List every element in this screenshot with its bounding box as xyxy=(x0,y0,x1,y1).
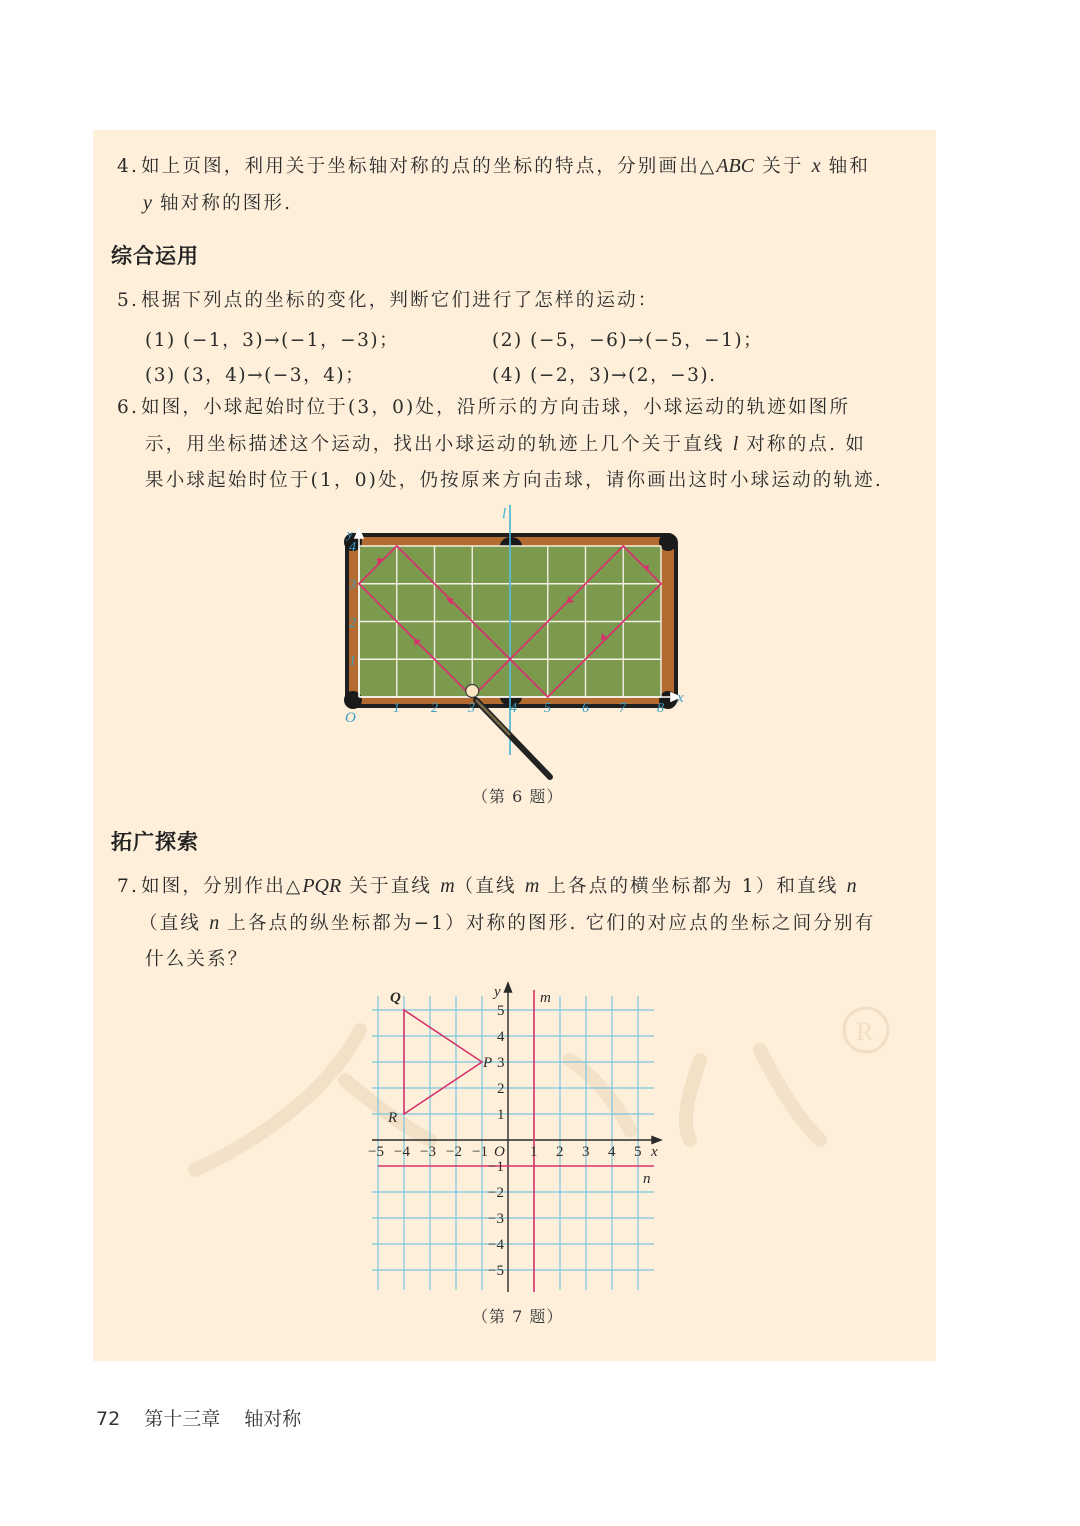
billiards-figure xyxy=(330,500,710,790)
svg-text:x: x xyxy=(651,1144,658,1160)
svg-text:3: 3 xyxy=(468,701,475,716)
svg-text:−5: −5 xyxy=(488,1263,504,1279)
svg-text:2: 2 xyxy=(431,701,438,716)
grid-lines xyxy=(372,996,654,1290)
svg-text:4: 4 xyxy=(608,1144,616,1160)
svg-text:R: R xyxy=(856,1017,874,1046)
svg-text:1: 1 xyxy=(497,1107,505,1123)
svg-text:−4: −4 xyxy=(488,1237,504,1253)
svg-text:7: 7 xyxy=(619,701,626,716)
svg-text:1: 1 xyxy=(530,1144,538,1160)
svg-text:4: 4 xyxy=(349,540,356,555)
figure-7-caption: （第 7 题） xyxy=(472,1307,564,1326)
svg-text:4: 4 xyxy=(497,1029,505,1045)
svg-text:5: 5 xyxy=(634,1144,642,1160)
svg-text:3: 3 xyxy=(497,1055,505,1071)
chapter-label: 第十三章 xyxy=(144,1408,221,1430)
chapter-title: 轴对称 xyxy=(244,1408,302,1430)
q5-item-3: (3) (3，4)→(−3，4)； xyxy=(145,365,366,386)
svg-text:5: 5 xyxy=(497,1003,505,1019)
svg-text:m: m xyxy=(540,990,551,1006)
svg-text:3: 3 xyxy=(349,578,356,593)
svg-text:n: n xyxy=(643,1171,651,1187)
svg-text:−2: −2 xyxy=(488,1185,504,1201)
svg-text:6: 6 xyxy=(582,701,589,716)
cue-ball xyxy=(466,685,479,698)
svg-text:2: 2 xyxy=(349,616,356,631)
svg-text:R: R xyxy=(388,1110,398,1126)
page-number: 72 xyxy=(96,1408,121,1430)
section-heading-extension: 拓广探索 xyxy=(111,830,199,854)
svg-text:2: 2 xyxy=(556,1144,564,1160)
svg-text:Q: Q xyxy=(390,990,401,1006)
svg-text:x: x xyxy=(677,690,684,706)
svg-text:y: y xyxy=(494,984,501,1000)
svg-text:1: 1 xyxy=(349,654,356,669)
svg-text:−2: −2 xyxy=(446,1144,462,1160)
svg-text:−4: −4 xyxy=(394,1144,410,1160)
question-4: 4. 如上页图，利用关于坐标轴对称的点的坐标的特点，分别画出△ABC 关于 x 轴和 y 轴对称的图形. xyxy=(117,148,927,222)
svg-text:O: O xyxy=(494,1144,505,1160)
tick-labels xyxy=(368,1003,642,1279)
q5-item-4: (4) (−2，3)→(2，−3). xyxy=(492,365,717,386)
svg-text:O: O xyxy=(345,710,356,726)
svg-text:−3: −3 xyxy=(488,1211,504,1227)
q5-item-2: (2) (−5，−6)→(−5，−1)； xyxy=(492,330,764,351)
svg-text:8: 8 xyxy=(657,701,664,716)
question-6: 6. 如图，小球起始时位于(3，0)处，沿所示的方向击球，小球运动的轨迹如图所 示，用坐标描述这个运动，找出小球运动的轨迹上几个关于直线 l 对称的点. 如 果小球起始时位于(1，0)处，仍按原来方向击球，请你画出这时小球运动的轨迹. xyxy=(117,397,883,491)
svg-text:1: 1 xyxy=(393,701,400,716)
page-footer xyxy=(96,1404,319,1431)
axes xyxy=(372,983,661,1292)
svg-text:−3: −3 xyxy=(420,1144,436,1160)
svg-text:4: 4 xyxy=(510,701,517,716)
question-number: 4. xyxy=(117,156,140,177)
section-heading-comprehensive: 综合运用 xyxy=(111,244,199,268)
svg-text:−1: −1 xyxy=(488,1159,504,1175)
svg-text:P: P xyxy=(483,1055,493,1071)
svg-text:−5: −5 xyxy=(368,1144,384,1160)
q5-item-1: (1) (−1，3)→(−1，−3)； xyxy=(145,330,400,351)
question-5: 5. 根据下列点的坐标的变化，判断它们进行了怎样的运动： xyxy=(117,290,659,311)
figure-6-caption: （第 6 题） xyxy=(472,787,564,806)
svg-text:3: 3 xyxy=(582,1144,590,1160)
svg-text:y: y xyxy=(347,526,353,541)
svg-text:−1: −1 xyxy=(472,1144,488,1160)
svg-text:2: 2 xyxy=(497,1081,505,1097)
label-l: l xyxy=(502,506,507,522)
coordinate-figure xyxy=(360,980,670,1300)
question-7: 7. 如图，分别作出△PQR 关于直线 m（直线 m 上各点的横坐标都为 1）和直线 n （直线 n 上各点的纵坐标都为−1）对称的图形. 它们的对应点的坐标之间分别有 什么关系？ xyxy=(117,875,876,970)
svg-text:5: 5 xyxy=(544,701,551,716)
